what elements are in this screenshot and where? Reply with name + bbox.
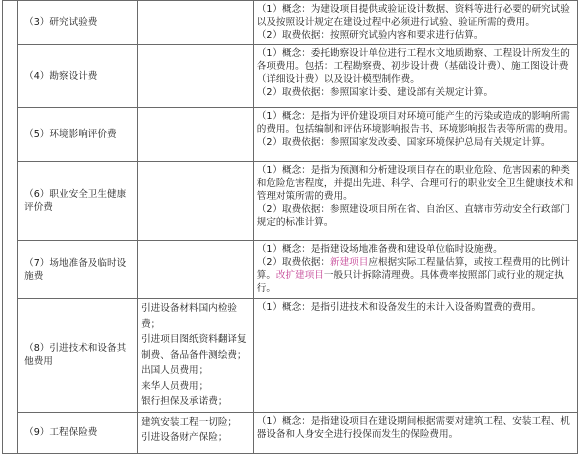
left-margin-cell — [3, 1, 18, 454]
basis-text: （2）取费依据：按照研究试验内容和要求进行估算。 — [256, 30, 484, 41]
empty-cell — [138, 162, 254, 241]
basis-text — [257, 256, 574, 295]
sub-items — [138, 412, 254, 453]
fee-name: （8）引进技术和设备其他费用 — [18, 299, 138, 413]
concept-text: （1）概念：是指为评价建设项目对环境可能产生的污染或造成的影响所需的费用。包括编制和评估环境影响报告书、环境影响报告表等所需的费用。 — [256, 111, 574, 135]
renovation-project-rule: 一般只计拆除清理费。具体费率按照部门或行业的规定执行。 — [256, 270, 564, 294]
sub-item: 引进设备材料国内检验费； — [141, 303, 238, 330]
sub-item: 引进项目图纸资料翻译复制费、备品备件测绘费； — [141, 334, 247, 361]
new-project-rule: 应根据实际工程量估算，或按工程费用的比例计算。 — [256, 257, 570, 281]
fee-name: （3）研究试验费 — [18, 1, 138, 45]
concept-text: （1）概念：是指建设场地准备费和建设单位临时设施费。 — [256, 244, 503, 255]
basis-label: （2）取费依据： — [256, 257, 330, 268]
fee-name: （5）环境影响评价费 — [18, 108, 138, 162]
table-row — [3, 108, 578, 162]
fee-name: （7）场地准备及临时设施费 — [18, 241, 138, 299]
fee-description — [253, 1, 577, 45]
empty-cell — [138, 1, 254, 45]
fee-description — [253, 241, 577, 299]
new-project-highlight: 新建项目 — [330, 257, 369, 268]
sub-item: 出国人员费用； — [141, 365, 209, 376]
concept-text: （1）概念：是指引进技术和设备发生的未计入设备购置费的费用。 — [256, 302, 542, 313]
fee-description — [253, 108, 577, 162]
fee-description — [253, 299, 577, 413]
fee-name: （9）工程保险费 — [18, 412, 138, 453]
basis-text: （2）取费依据：参照建设项目所在省、自治区、直辖市劳动安全行政部门规定的标准计算。 — [256, 204, 570, 228]
empty-cell — [138, 45, 254, 108]
basis-text: （2）取费依据：参照国家计委、建设部有关规定计算。 — [256, 87, 494, 98]
fee-description — [253, 162, 577, 241]
concept-text: （1）概念：是指建设项目在建设期间根据需要对建筑工程、安装工程、机器设备和人身安全进行投保而发生的保险费用。 — [256, 415, 570, 440]
concept-text: （1）概念：为建设项目提供或验证设计数据、资料等进行必要的研究试验以及按照设计规定在建设过程中必须进行试验、验证所需的费用。 — [256, 4, 570, 28]
sub-item: 建筑安装工程一切险； — [141, 416, 238, 428]
concept-text: （1）概念：是指为预测和分析建设项目存在的职业危险、危害因素的种类和危险危害程度，并提出先进、科学、合理可行的职业安全卫生健康技术和管理对策所需的费用。 — [256, 165, 574, 202]
table-row — [3, 1, 578, 45]
sub-item: 引进设备财产保险； — [141, 432, 228, 443]
fee-table — [2, 0, 578, 454]
sub-items — [138, 299, 254, 413]
sub-item: 来华人员费用； — [141, 380, 209, 392]
concept-text: （1）概念：委托勘察设计单位进行工程水文地质勘察、工程设计所发生的各项费用。包括：工程勘察费、初步设计费（基础设计费）、施工图设计费（详细设计费）以及设计模型制作费。 — [256, 48, 570, 85]
table-row — [3, 241, 578, 299]
renovation-project-highlight: 改扩建项目 — [275, 270, 324, 281]
table-row — [3, 162, 578, 241]
table-row — [3, 299, 578, 413]
fee-description — [253, 412, 577, 453]
empty-cell — [138, 108, 254, 162]
table-row — [3, 45, 578, 108]
basis-text: （2）取费依据：参照国家发改委、国家环境保护总局有关规定计算。 — [256, 137, 551, 148]
fee-name: （4）勘察设计费 — [18, 45, 138, 108]
fee-description — [253, 45, 577, 108]
table-row — [3, 412, 578, 453]
fee-name: （6）职业安全卫生健康评价费 — [18, 162, 138, 241]
sub-item: 银行担保及承诺费； — [141, 396, 228, 407]
empty-cell — [138, 241, 254, 299]
